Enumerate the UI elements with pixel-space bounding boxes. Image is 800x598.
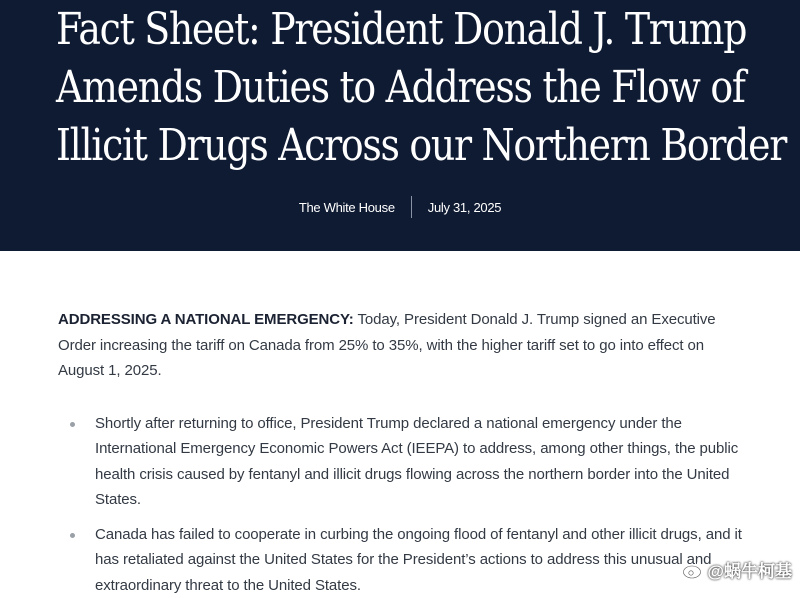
- title-line-2: Amends Duties to Address the Flow of: [56, 59, 744, 117]
- lead-paragraph: [58, 307, 748, 384]
- source-label: The White House: [299, 200, 395, 215]
- bullet-text: Shortly after returning to office, President Trump declared a national emergency under the International Emergency Economic Powers Act (IEEPA) to address, among other things, the public health crisis caused by fentanyl and illicit drugs flowing across the northern border into the United States.: [95, 415, 738, 509]
- weibo-icon: [682, 560, 704, 580]
- hero-banner: [0, 0, 800, 251]
- lead-text: Today, President Donald J. Trump signed an Executive Order increasing the tariff on Canada from 25% to 35%, with the higher tariff set to go into effect on August 1, 2025.: [58, 311, 716, 379]
- publish-date: July 31, 2025: [428, 200, 501, 215]
- list-item: [58, 411, 748, 513]
- meta-divider: [411, 196, 412, 218]
- bullet-list: [58, 411, 748, 598]
- page-title: [56, 0, 744, 175]
- bullet-text: Canada has failed to cooperate in curbing the ongoing flood of fentanyl and other illicit drugs, and it has retaliated against the United States for the President’s actions to address this unusual and extraordinary threat to the United States.: [95, 526, 742, 594]
- article-meta: [0, 196, 800, 218]
- watermark-text: @蜗牛柯基: [707, 557, 792, 582]
- bullet-dot-icon: [70, 422, 75, 427]
- article-body: [58, 307, 748, 598]
- title-line-1: Fact Sheet: President Donald J. Trump: [56, 1, 744, 59]
- list-item: [58, 522, 748, 598]
- title-line-3: Illicit Drugs Across our Northern Border: [56, 117, 744, 175]
- watermark: [682, 557, 792, 582]
- lead-heading: ADDRESSING A NATIONAL EMERGENCY:: [58, 311, 354, 328]
- bullet-dot-icon: [70, 533, 75, 538]
